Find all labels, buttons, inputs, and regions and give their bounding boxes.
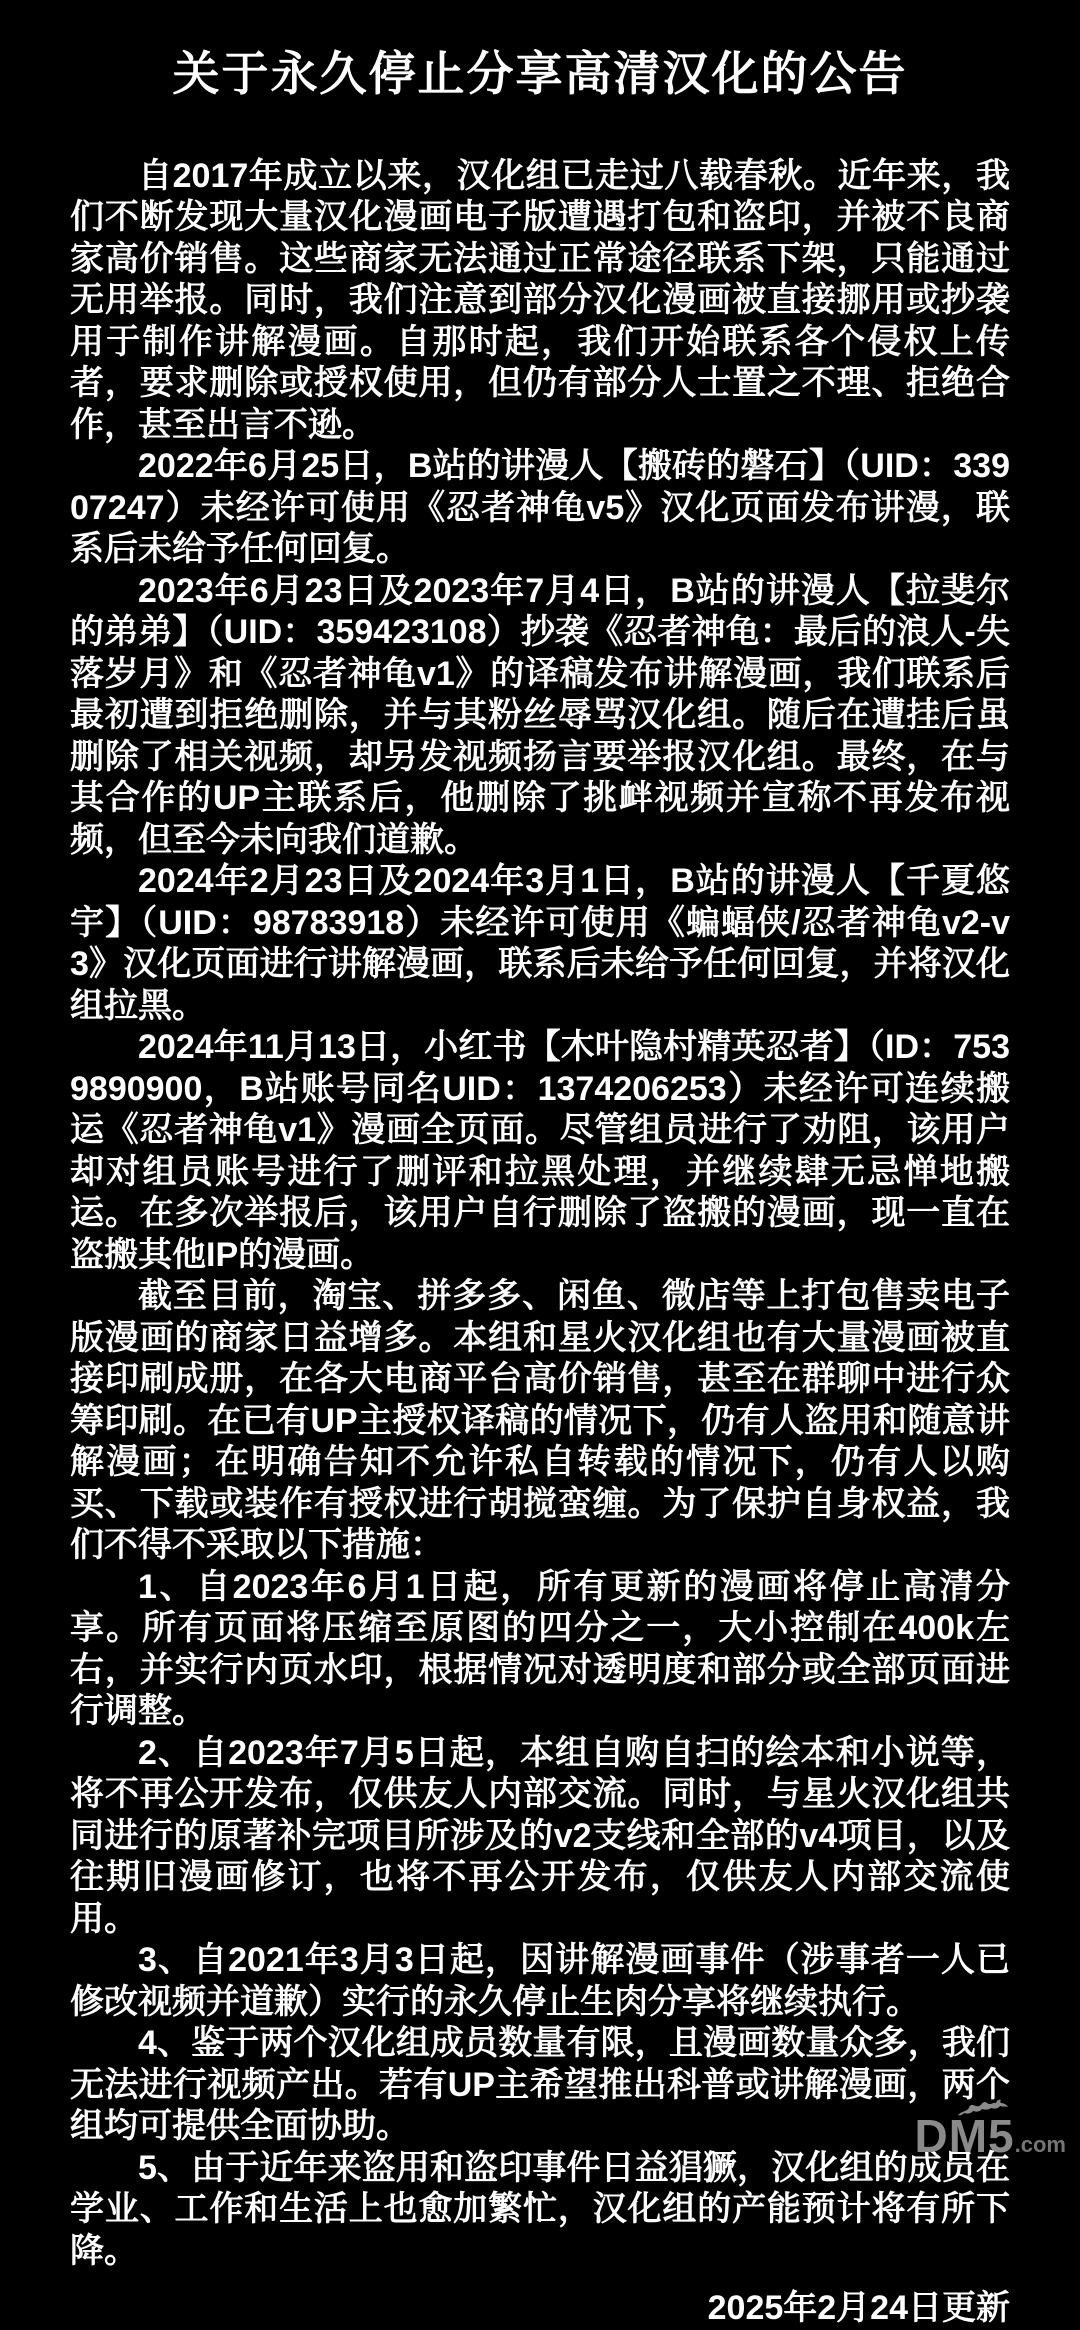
update-date: 2025年2月24日更新 (707, 2289, 1010, 2328)
paragraph-measure-3: 3、自2021年3月3日起，因讲解漫画事件（涉事者一人已修改视频并道歉）实行的永久停止生肉分享将继续执行。 (70, 1941, 1010, 2021)
paragraph-case-2022: 2022年6月25日，B站的讲漫人【搬砖的磐石】（UID：33907247）未经许可使用《忍者神龟v5》汉化页面发布讲漫，联系后未给予任何回复。 (70, 447, 1010, 569)
paragraph-intro: 自2017年成立以来，汉化组已走过八载春秋。近年来，我们不断发现大量汉化漫画电子版遭遇打包和盗印，并被不良商家高价销售。这些商家无法通过正常途径联系下架，只能通过无用举报。同时，我们注意到部分汉化漫画被直接挪用或抄袭用于制作讲解漫画。自那时起，我们开始联系各个侵权上传者，要求删除或授权使用，但仍有部分人士置之不理、拒绝合作，甚至出言不逊。 (70, 156, 1010, 444)
paragraph-measure-2: 2、自2023年7月5日起，本组自购自扫的绘本和小说等，将不再公开发布，仅供友人内部交流。同时，与星火汉化组共同进行的原著补完项目所涉及的v2支线和全部的v4项目，以及往期旧漫画修订，也将不再公开发布，仅供友人内部交流使用。 (70, 1733, 1010, 1938)
dm5-logo-suffix: .com (1014, 2132, 1066, 2157)
paragraph-summary: 截至目前，淘宝、拼多多、闲鱼、微店等上打包售卖电子版漫画的商家日益增多。本组和星火汉化组也有大量漫画被直接印刷成册，在各大电商平台高价销售，甚至在群聊中进行众筹印刷。在已有UP主授权译稿的情况下，仍有人盗用和随意讲解漫画；在明确告知不允许私自转载的情况下，仍有人以购买、下载或装作有授权进行胡搅蛮缠。为了保护自身权益，我们不得不采取以下措施： (70, 1277, 1010, 1565)
paragraph-measure-1: 1、自2023年6月1日起，所有更新的漫画将停止高清分享。所有页面将压缩至原图的四分之一，大小控制在400k左右，并实行内页水印，根据情况对透明度和部分或全部页面进行调整。 (70, 1567, 1010, 1731)
dm5-logo (914, 2110, 1066, 2162)
announcement-body (70, 156, 1010, 2273)
page-title: 关于永久停止分享高清汉化的公告 (172, 47, 908, 100)
paragraph-case-2024-nov: 2024年11月13日，小红书【木叶隐村精英忍者】（ID：7539890900，B站账号同名UID：1374206253）未经许可连续搬运《忍者神龟v1》漫画全页面。尽管组员进行了劝阻，该用户却对组员账号进行了删评和拉黑处理，并继续肆无忌惮地搬运。在多次举报后，该用户自行删除了盗搬的漫画，现一直在盗搬其他IP的漫画。 (70, 1028, 1010, 1274)
dm5-logo-text: DM5 (914, 2110, 1015, 2162)
paragraph-measure-5: 5、由于近年来盗用和盗印事件日益猖獗，汉化组的成员在学业、工作和生活上也愈加繁忙，汉化组的产能预计将有所下降。 (70, 2148, 1010, 2270)
paragraph-case-2023: 2023年6月23日及2023年7月4日，B站的讲漫人【拉斐尔的弟弟】（UID：359423108）抄袭《忍者神龟：最后的浪人-失落岁月》和《忍者神龟v1》的译稿发布讲解漫画，我们联系后最初遭到拒绝删除，并与其粉丝辱骂汉化组。随后在遭挂后虽删除了相关视频，却另发视频扬言要举报汉化组。最终，在与其合作的UP主联系后，他删除了挑衅视频并宣称不再发布视频，但至今未向我们道歉。 (70, 571, 1010, 859)
dm5-dragon-icon (956, 2097, 1010, 2119)
paragraph-case-2024-feb: 2024年2月23日及2024年3月1日，B站的讲漫人【千夏悠宇】（UID：98783918）未经许可使用《蝙蝠侠/忍者神龟v2-v3》汉化页面进行讲解漫画，联系后未给予任何回复，并将汉化组拉黑。 (70, 862, 1010, 1025)
paragraph-measure-4: 4、鉴于两个汉化组成员数量有限，且漫画数量众多，我们无法进行视频产出。若有UP主希望推出科普或讲解漫画，两个组均可提供全面协助。 (70, 2024, 1010, 2146)
